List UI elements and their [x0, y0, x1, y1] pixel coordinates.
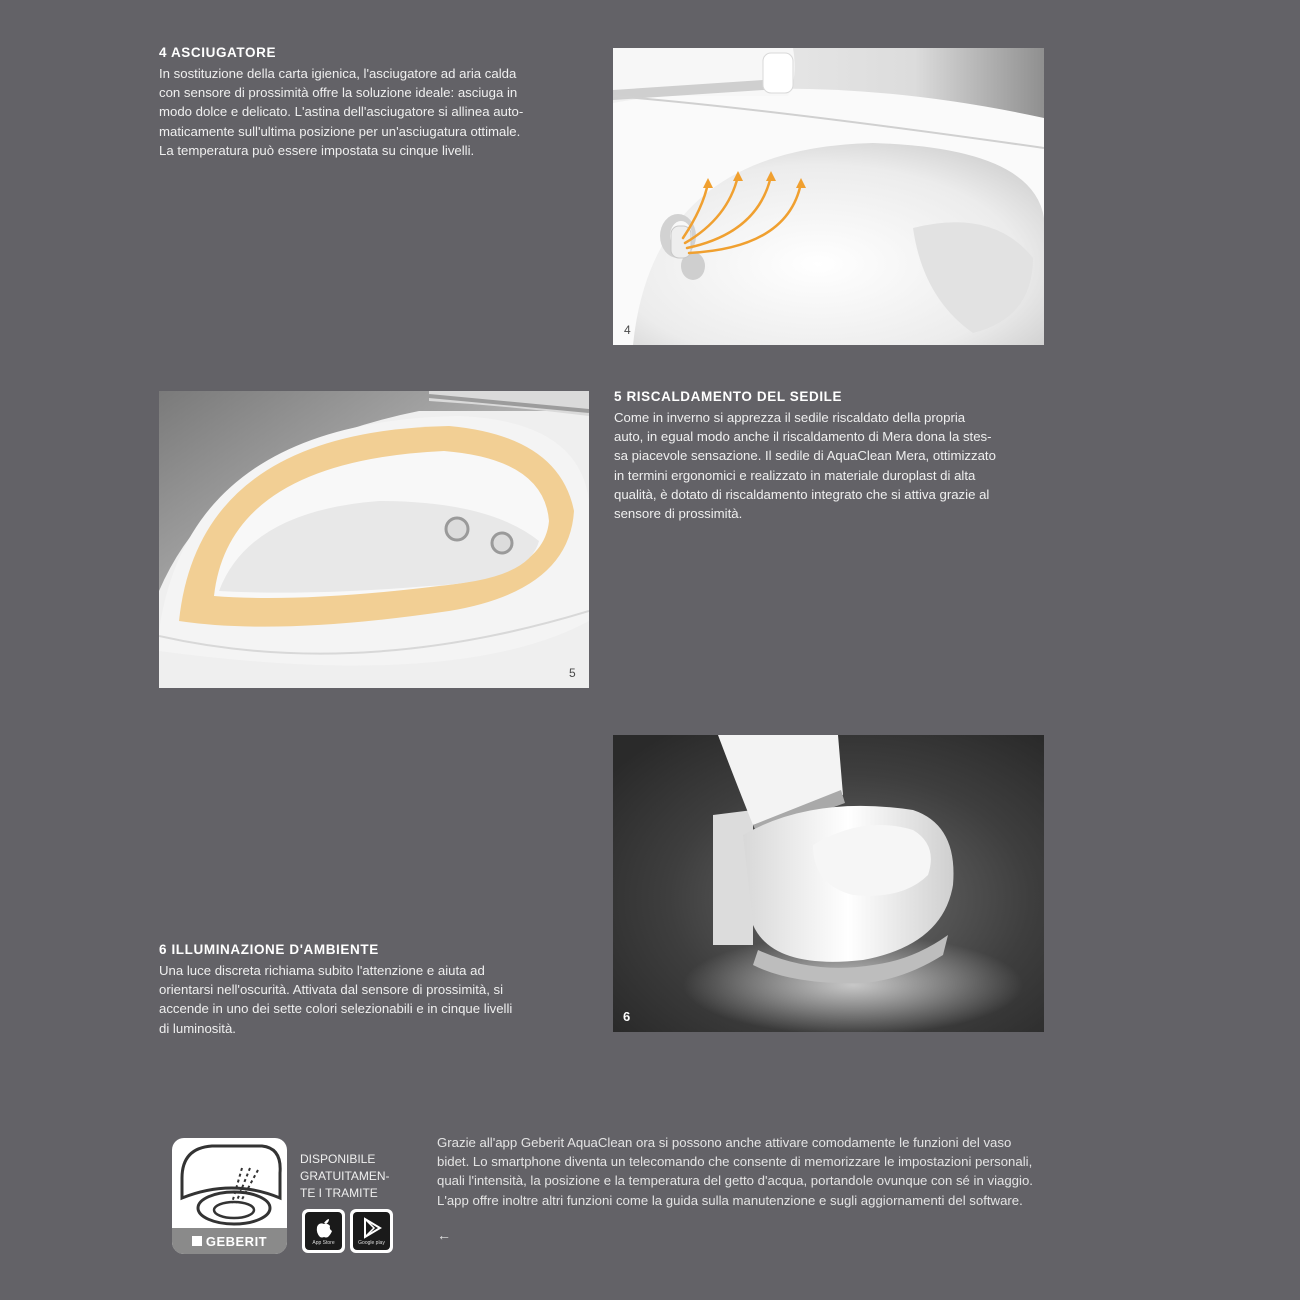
brand-label: GEBERIT [205, 1233, 268, 1249]
figure-4-number: 4 [624, 323, 631, 337]
dryer-photo [613, 48, 1044, 345]
seat-photo [159, 391, 589, 688]
section-5-text: Come in inverno si apprezza il sedile riscaldato della propria auto, in egual modo anche il riscaldamento di Mera dona la stes- sa piacevole sensazione. Il sedile di AquaClean Mera, ottimizzato in termini ergonomici e realizzato in materiale duroplast di alta qualità, è dotato di riscaldamento integrato che si attiva grazie al sensore di prossimità. [614, 410, 996, 522]
section-5 [614, 388, 1054, 523]
google-play-badge[interactable] [350, 1209, 393, 1253]
geberit-app-icon [172, 1138, 287, 1254]
figure-5-number: 5 [569, 666, 576, 680]
apple-icon [314, 1217, 334, 1239]
app-store-badge[interactable] [302, 1209, 345, 1253]
availability-label: DISPONIBILE GRATUITAMEN- TE I TRAMITE [300, 1152, 390, 1200]
app-description: Grazie all'app Geberit AquaClean ora si possono anche attivare comodamente le funzioni del vaso bidet. Lo smartphone diventa un telecomando che consente di memorizzare le impostazioni personali, quali l'intensità, la posizione e la temperatura del getto d'acqua, portandole ovunque con sé in viaggio. L'app offre inoltre altri funzioni come la guida sulla manutenzione e sugli aggiornamenti del software. [437, 1135, 1033, 1208]
section-6 [159, 941, 589, 1038]
figure-6-number: 6 [623, 1009, 631, 1024]
ambient-light-photo [613, 735, 1044, 1032]
section-4-heading: 4 ASCIUGATORE [159, 45, 277, 60]
google-play-label: Google play [358, 1239, 385, 1246]
section-6-text: Una luce discreta richiama subito l'attenzione e aiuta ad orientarsi nell'oscurità. Attivata dal sensore di prossimità, si accende in uno dei sette colori selezionabili e in cinque livelli di luminosità. [159, 963, 513, 1036]
play-icon [362, 1217, 382, 1239]
section-4-text: In sostituzione della carta igienica, l'asciugatore ad aria calda con sensore di prossimità offre la soluzione ideale: asciuga in modo dolce e delicato. L'astina dell'asciugatore si allinea auto- maticamente sull'ultima posizione per un'asciugatura ottimale. La temperatura può essere impostata su cinque livelli. [159, 66, 524, 158]
section-5-heading: 5 RISCALDAMENTO DEL SEDILE [614, 389, 843, 404]
back-arrow-icon[interactable]: ← [437, 1227, 451, 1243]
bidet-icon [172, 1138, 287, 1230]
app-store-label: App Store [312, 1239, 335, 1246]
section-4 [159, 44, 589, 160]
section-6-heading: 6 ILLUMINAZIONE D'AMBIENTE [159, 942, 379, 957]
geberit-logo [172, 1228, 287, 1254]
